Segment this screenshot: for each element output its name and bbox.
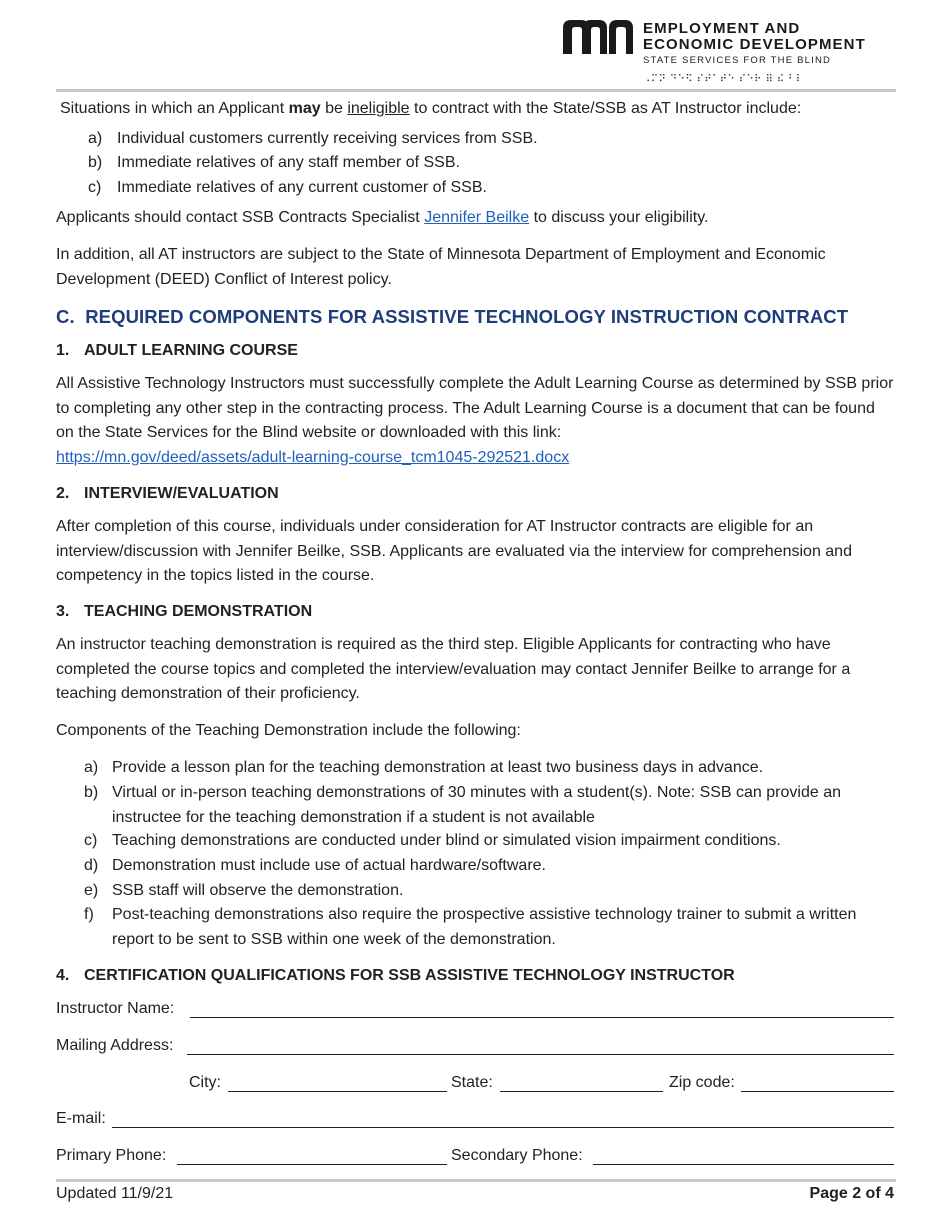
heading-title: TEACHING DEMONSTRATION <box>84 603 313 620</box>
braille-text: ⠠⠍⠝ ⠙⠑⠫ ⠎⠞⠁⠞⠑ ⠎⠑⠗ ⠿ ⠮ ⠃⠇ <box>643 74 804 85</box>
intro-text: to contract with the State/SSB as AT Instructor include: <box>409 100 802 117</box>
footer-divider <box>56 1179 896 1182</box>
list-item: Individual customers currently receiving services from SSB. <box>117 130 538 147</box>
components-intro: Components of the Teaching Demonstration include the following: <box>56 722 521 739</box>
page-number: Page 2 of 4 <box>809 1185 894 1202</box>
mailing-address-field[interactable] <box>187 1054 894 1055</box>
primary-phone-field[interactable] <box>177 1164 447 1165</box>
contact-paragraph <box>56 206 708 230</box>
zip-code-label: Zip code: <box>669 1074 735 1091</box>
list-item: Immediate relatives of any staff member of SSB. <box>117 154 460 171</box>
heading-number: 2. <box>56 485 70 502</box>
list-letter: a) <box>84 759 99 776</box>
mn-logo-icon <box>563 20 635 54</box>
intro-text: be <box>320 100 348 117</box>
jennifer-beilke-link[interactable]: Jennifer Beilke <box>424 209 530 226</box>
certification-heading <box>56 967 735 985</box>
header-divider <box>56 89 896 92</box>
mn-logo <box>563 20 635 54</box>
zip-code-field[interactable] <box>741 1091 894 1092</box>
mailing-address-label: Mailing Address: <box>56 1037 174 1054</box>
list-item: Post-teaching demonstrations also require the prospective assistive technology trainer to submit a written report to be sent to SSB within one week of the demonstration. <box>112 906 857 948</box>
list-item: Teaching demonstrations are conducted under blind or simulated vision impairment conditions. <box>112 832 781 849</box>
adult-learning-course-link[interactable]: https://mn.gov/deed/assets/adult-learning-course_tcm1045-292521.docx <box>56 449 570 466</box>
contact-text: to discuss your eligibility. <box>529 209 709 226</box>
section-c-heading <box>56 306 848 328</box>
list-item: Demonstration must include use of actual hardware/software. <box>112 857 546 874</box>
heading-number: 1. <box>56 342 70 359</box>
conflict-of-interest-paragraph: In addition, all AT instructors are subject to the State of Minnesota Department of Employment and Economic Development (DEED) Conflict of Interest policy. <box>56 246 826 288</box>
teaching-heading <box>56 603 312 621</box>
ineligible-intro <box>60 97 801 121</box>
heading-title: INTERVIEW/EVALUATION <box>84 485 279 502</box>
list-item: SSB staff will observe the demonstration. <box>112 882 404 899</box>
section-letter: C. <box>56 306 75 327</box>
instructor-name-field[interactable] <box>190 1017 894 1018</box>
org-name-line1: EMPLOYMENT AND <box>643 20 801 37</box>
state-field[interactable] <box>500 1091 663 1092</box>
list-letter: a) <box>88 130 103 147</box>
heading-title: ADULT LEARNING COURSE <box>84 342 298 359</box>
list-item: Immediate relatives of any current customer of SSB. <box>117 179 487 196</box>
interview-body: After completion of this course, individuals under consideration for AT Instructor contracts are eligible for an interview/discussion with Jennifer Beilke, SSB. Applicants are evaluated via the interview for comprehension and competency in the topics listed in the course. <box>56 518 852 584</box>
list-letter: c) <box>84 832 98 849</box>
org-subtitle: STATE SERVICES FOR THE BLIND <box>643 55 832 66</box>
intro-text: Situations in which an Applicant <box>60 100 289 117</box>
heading-title: CERTIFICATION QUALIFICATIONS FOR SSB ASSISTIVE TECHNOLOGY INSTRUCTOR <box>84 967 735 984</box>
list-letter: d) <box>84 857 99 874</box>
email-label: E-mail: <box>56 1110 106 1127</box>
instructor-name-label: Instructor Name: <box>56 1000 175 1017</box>
updated-date: Updated 11/9/21 <box>56 1185 174 1202</box>
list-letter: b) <box>88 154 103 171</box>
secondary-phone-label: Secondary Phone: <box>451 1147 583 1164</box>
list-letter: b) <box>84 784 99 801</box>
list-letter: f) <box>84 906 94 923</box>
adult-learning-body: All Assistive Technology Instructors must successfully complete the Adult Learning Course as determined by SSB prior to completing any other step in the contracting process. The Adult Learning Course is a document that can be found on the State Services for the Blind website or downloaded with this link: <box>56 375 894 441</box>
city-label: City: <box>189 1074 221 1091</box>
list-letter: e) <box>84 882 99 899</box>
teaching-body: An instructor teaching demonstration is required as the third step. Eligible Applicants for contracting who have completed the course topics and completed the interview/evaluation may contact Jennifer Beilke to arrange for a teaching demonstration of their proficiency. <box>56 636 851 702</box>
primary-phone-label: Primary Phone: <box>56 1147 167 1164</box>
list-item: Provide a lesson plan for the teaching demonstration at least two business days in advance. <box>112 759 764 776</box>
heading-number: 3. <box>56 603 70 620</box>
list-item: Virtual or in-person teaching demonstrations of 30 minutes with a student(s). Note: SSB can provide an instructee for the teaching demonstration if a student is not available <box>112 784 841 826</box>
heading-number: 4. <box>56 967 70 984</box>
intro-bold: may <box>288 100 321 117</box>
contact-text: Applicants should contact SSB Contracts Specialist <box>56 209 425 226</box>
section-title: REQUIRED COMPONENTS FOR ASSISTIVE TECHNOLOGY INSTRUCTION CONTRACT <box>85 306 849 327</box>
adult-learning-link-row <box>56 446 569 470</box>
org-name-line2: ECONOMIC DEVELOPMENT <box>643 36 866 53</box>
adult-learning-heading <box>56 342 298 360</box>
interview-heading <box>56 485 279 503</box>
secondary-phone-field[interactable] <box>593 1164 894 1165</box>
email-field[interactable] <box>112 1127 894 1128</box>
intro-underline: ineligible <box>347 100 410 117</box>
state-label: State: <box>451 1074 493 1091</box>
list-letter: c) <box>88 179 102 196</box>
city-field[interactable] <box>228 1091 447 1092</box>
